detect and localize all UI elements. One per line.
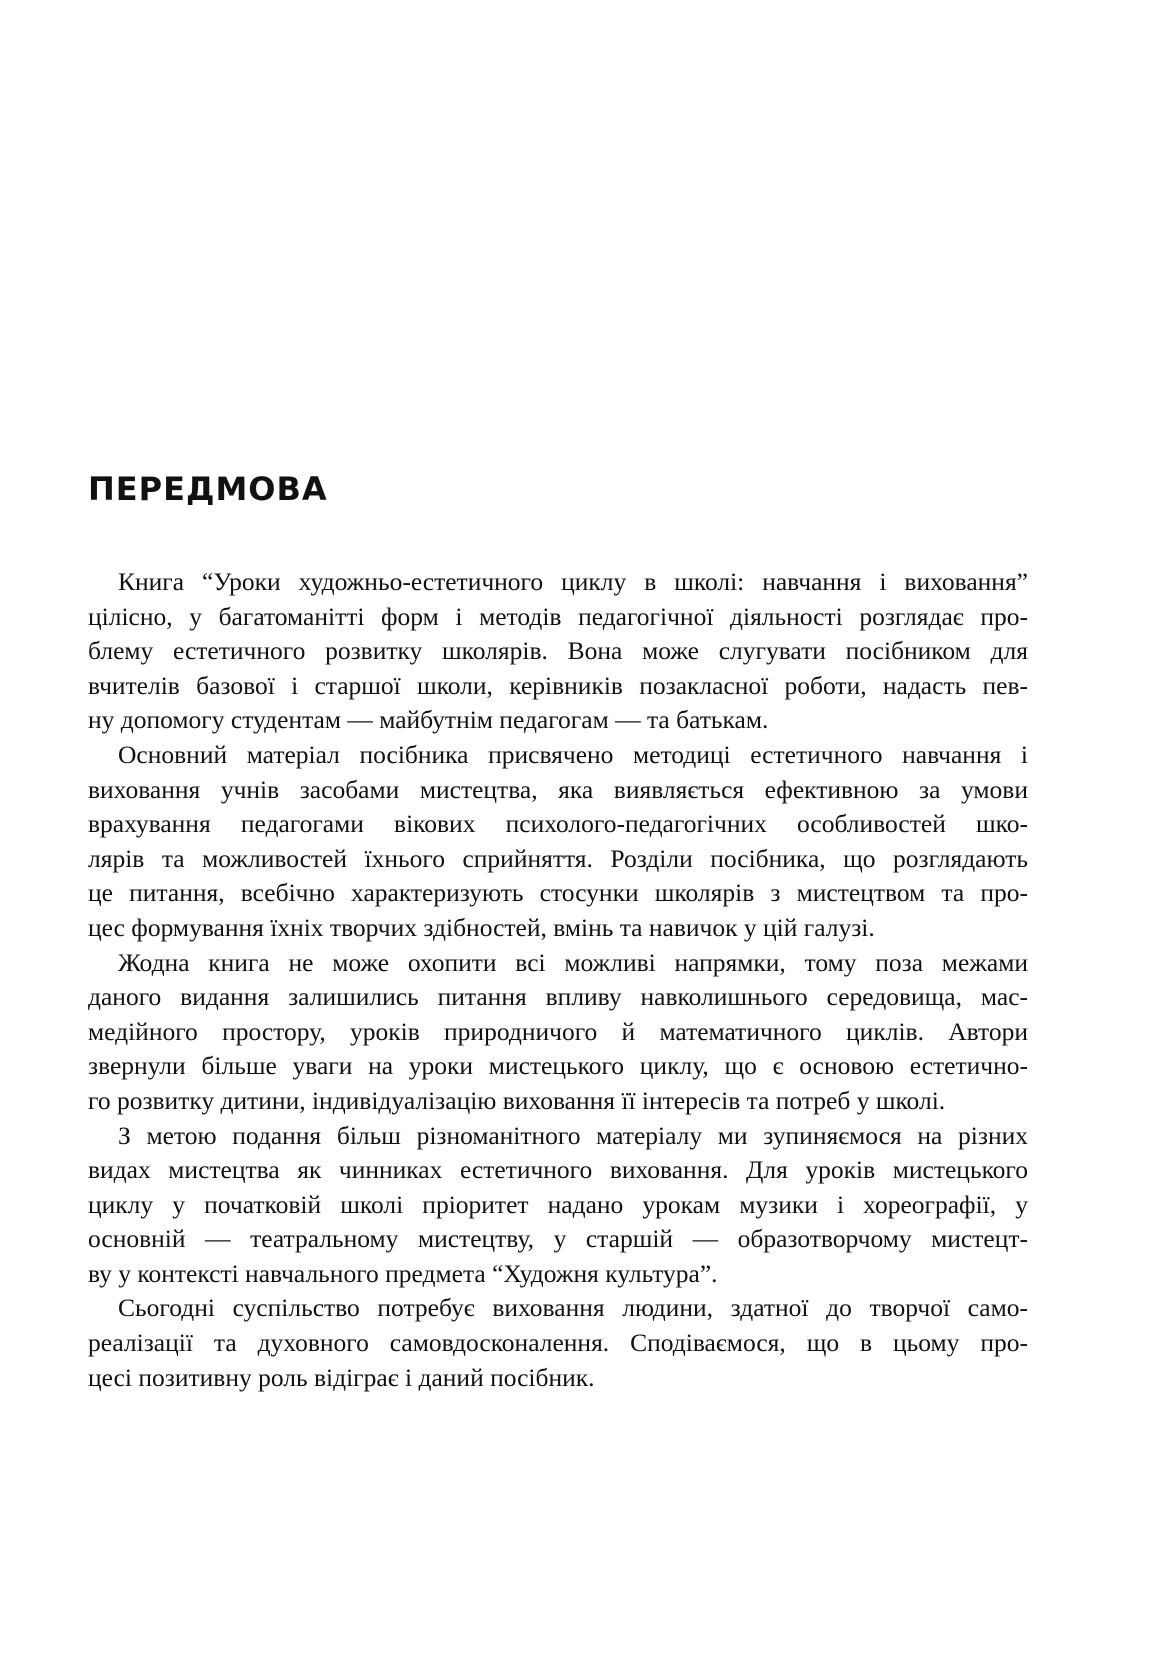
paragraph bbox=[88, 738, 1028, 946]
paragraph bbox=[88, 1291, 1028, 1395]
paragraph bbox=[88, 946, 1028, 1119]
text-line: цілісно, у багатоманітті форм і методів педагогічної діяльності розглядає про- bbox=[88, 601, 1028, 631]
text-line: Основний матеріал посібника присвячено методиці естетичного навчання і bbox=[118, 739, 1028, 769]
text-line: циклу у початковій школі пріоритет надано урокам музики і хореографії, у bbox=[88, 1189, 1028, 1219]
text-line: це питання, всебічно характеризують стосунки школярів з мистецтвом та про- bbox=[88, 878, 1028, 908]
text-line: даного видання залишились питання впливу навколишнього середовища, мас- bbox=[88, 982, 1028, 1012]
text-line: Жодна книга не може охопити всі можливі напрямки, тому поза межами bbox=[118, 947, 1028, 977]
text-line: звернули більше уваги на уроки мистецького циклу, що є основою естетично- bbox=[88, 1051, 1028, 1081]
preface-body bbox=[88, 565, 1028, 1395]
text-line: реалізації та духовного самовдосконалення. Сподіваємося, що в цьому про- bbox=[88, 1328, 1028, 1358]
text-line: блему естетичного розвитку школярів. Вона може слугувати посібником для bbox=[88, 636, 1028, 666]
text-line: лярів та можливостей їхнього сприйняття. Розділи посібника, що розглядають bbox=[88, 843, 1028, 873]
text-line: го розвитку дитини, індивідуалізацію виховання її інтересів та потреб у школі. bbox=[88, 1085, 946, 1115]
paragraph bbox=[88, 565, 1028, 738]
page-title: ПЕРЕДМОВА bbox=[88, 470, 328, 508]
text-line: Книга “Уроки художньо-естетичного циклу в школі: навчання і виховання” bbox=[118, 567, 1028, 596]
text-line: врахування педагогами вікових психолого-педагогічних особливостей шко- bbox=[88, 809, 1028, 839]
text-line: виховання учнів засобами мистецтва, яка виявляється ефективною за умови bbox=[88, 774, 1028, 804]
text-line: ну допомогу студентам — майбутнім педагогам — та батькам. bbox=[88, 705, 769, 735]
text-line: Сьогодні суспільство потребує виховання людини, здатної до творчої само- bbox=[118, 1293, 1028, 1323]
paragraph bbox=[88, 1119, 1028, 1292]
text-line: цес формування їхніх творчих здібностей, вмінь та навичок у цій галузі. bbox=[88, 912, 875, 942]
text-line: видах мистецтва як чинниках естетичного виховання. Для уроків мистецького bbox=[88, 1155, 1028, 1185]
text-line: ву у контексті навчального предмета “Художня культура”. bbox=[88, 1258, 718, 1288]
text-line: медійного простору, уроків природничого й математичного циклів. Автори bbox=[88, 1016, 1028, 1046]
text-line: вчителів базової і старшої школи, керівників позакласної роботи, надасть пев- bbox=[88, 670, 1028, 700]
text-line: основній — театральному мистецтву, у старшій — образотворчому мистецт- bbox=[88, 1224, 1028, 1254]
text-line: цесі позитивну роль відіграє і даний посібник. bbox=[88, 1362, 595, 1392]
text-line: З метою подання більш різноманітного матеріалу ми зупиняємося на різних bbox=[118, 1120, 1028, 1150]
